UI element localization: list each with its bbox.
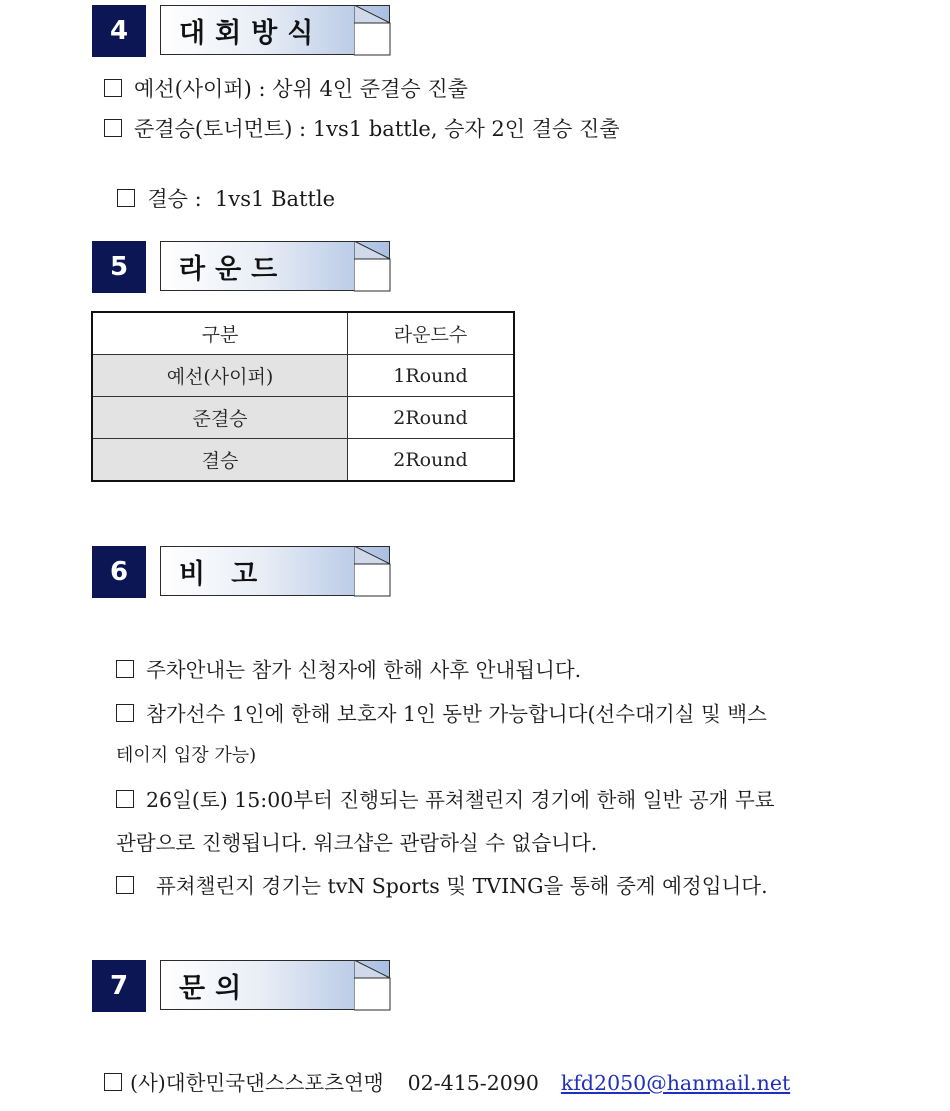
- table-cell: 2Round: [348, 397, 515, 439]
- note-continuation: 관람으로 진행됩니다. 워크샵은 관람하실 수 없습니다.: [116, 831, 598, 855]
- section-title: 비고: [179, 558, 284, 590]
- section-header-6: [92, 546, 392, 598]
- contact-email-link[interactable]: kfd2050@hanmail.net: [560, 1071, 791, 1095]
- format-item: 준결승(토너먼트) : 1vs1 battle, 승자 2인 결승 진출: [104, 114, 620, 144]
- checkbox-square-icon: [116, 790, 134, 808]
- checkbox-square-icon: [104, 119, 122, 137]
- note-continuation: 테이지 입장 가능): [116, 745, 257, 766]
- table-row: [92, 439, 514, 482]
- note-item: 26일(토) 15:00부터 진행되는 퓨쳐챌린지 경기에 한해 일반 공개 무료: [116, 785, 775, 815]
- table-row: [92, 397, 514, 439]
- format-item: 예선(사이퍼) : 상위 4인 준결승 진출: [104, 74, 468, 104]
- checkbox-square-icon: [116, 876, 134, 894]
- checkbox-square-icon: [104, 79, 122, 97]
- folded-corner-icon: [354, 960, 392, 1012]
- section-title: 대회방식: [179, 17, 324, 49]
- checkbox-square-icon: [104, 1073, 122, 1091]
- contact-org: (사)대한민국댄스스포츠연맹: [130, 1071, 384, 1095]
- note-item: 퓨쳐챌린지 경기는 tvN Sports 및 TVING을 통해 중계 예정입니다.: [116, 871, 768, 901]
- folded-corner-icon: [354, 5, 392, 57]
- table-cell: 준결승: [92, 397, 348, 439]
- format-item: 결승 : 1vs1 Battle: [104, 154, 335, 214]
- section-header-4: [92, 5, 392, 57]
- table-cell: 1Round: [348, 355, 515, 397]
- checkbox-square-icon: [116, 660, 134, 678]
- contact-phone: 02-415-2090: [407, 1071, 539, 1095]
- rounds-table: [91, 311, 515, 482]
- section-number: 5: [92, 241, 146, 293]
- section-number: 4: [92, 5, 146, 57]
- table-header-cell: 구분: [92, 312, 348, 355]
- table-cell: 2Round: [348, 439, 515, 482]
- checkbox-square-icon: [116, 704, 134, 722]
- section-header-5: [92, 241, 392, 293]
- table-header-cell: 라운드수: [348, 312, 515, 355]
- section-title: 문의: [179, 972, 252, 1004]
- contact-line: [104, 1068, 790, 1098]
- table-cell: 예선(사이퍼): [92, 355, 348, 397]
- section-number: 6: [92, 546, 146, 598]
- note-item: 주차안내는 참가 신청자에 한해 사후 안내됩니다.: [116, 655, 581, 685]
- table-row: [92, 355, 514, 397]
- note-item: 참가선수 1인에 한해 보호자 1인 동반 가능합니다(선수대기실 및 백스: [116, 699, 767, 729]
- table-header-row: [92, 312, 514, 355]
- folded-corner-icon: [354, 546, 392, 598]
- folded-corner-icon: [354, 241, 392, 293]
- section-number: 7: [92, 960, 146, 1012]
- checkbox-square-icon: [117, 189, 135, 207]
- section-header-7: [92, 960, 392, 1012]
- section-title: 라운드: [179, 253, 288, 285]
- table-cell: 결승: [92, 439, 348, 482]
